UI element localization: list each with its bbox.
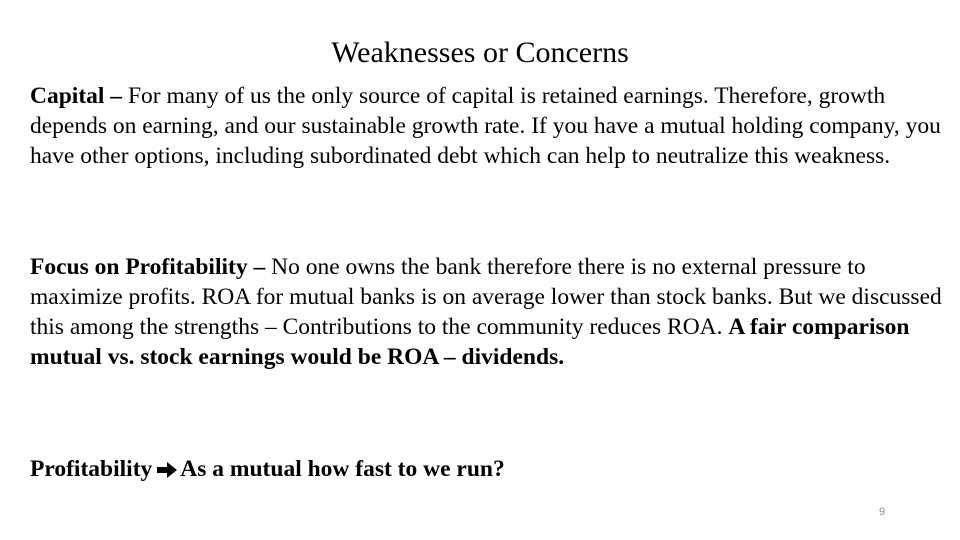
profitability-emphasis: A fair comparison mutual vs. stock earnings would be ROA – dividends. <box>30 314 910 370</box>
question-label: Profitability <box>30 456 153 482</box>
profitability-body: No one owns the bank therefore there is no external pressure to maximize profits. ROA for mutual banks is on average lower than stock banks. But we discussed this among the strengths – Contributions to the community reduces ROA. <box>30 254 942 340</box>
profitability-heading: Focus on Profitability – <box>30 254 266 280</box>
capital-paragraph <box>30 81 942 171</box>
question-text: As a mutual how fast to we run? <box>180 456 505 482</box>
profitability-paragraph <box>30 252 942 372</box>
profitability-question <box>30 454 942 487</box>
capital-heading: Capital – <box>30 83 123 109</box>
page-number: 9 <box>878 506 886 518</box>
right-arrow-icon <box>156 457 178 487</box>
capital-body: For many of us the only source of capital is retained earnings. Therefore, growth depends on earning, and our sustainable growth rate. If you have a mutual holding company, you have other options, including subordinated debt which can help to neutralize this weakness. <box>30 83 941 169</box>
slide-title: Weaknesses or Concerns <box>331 36 629 69</box>
